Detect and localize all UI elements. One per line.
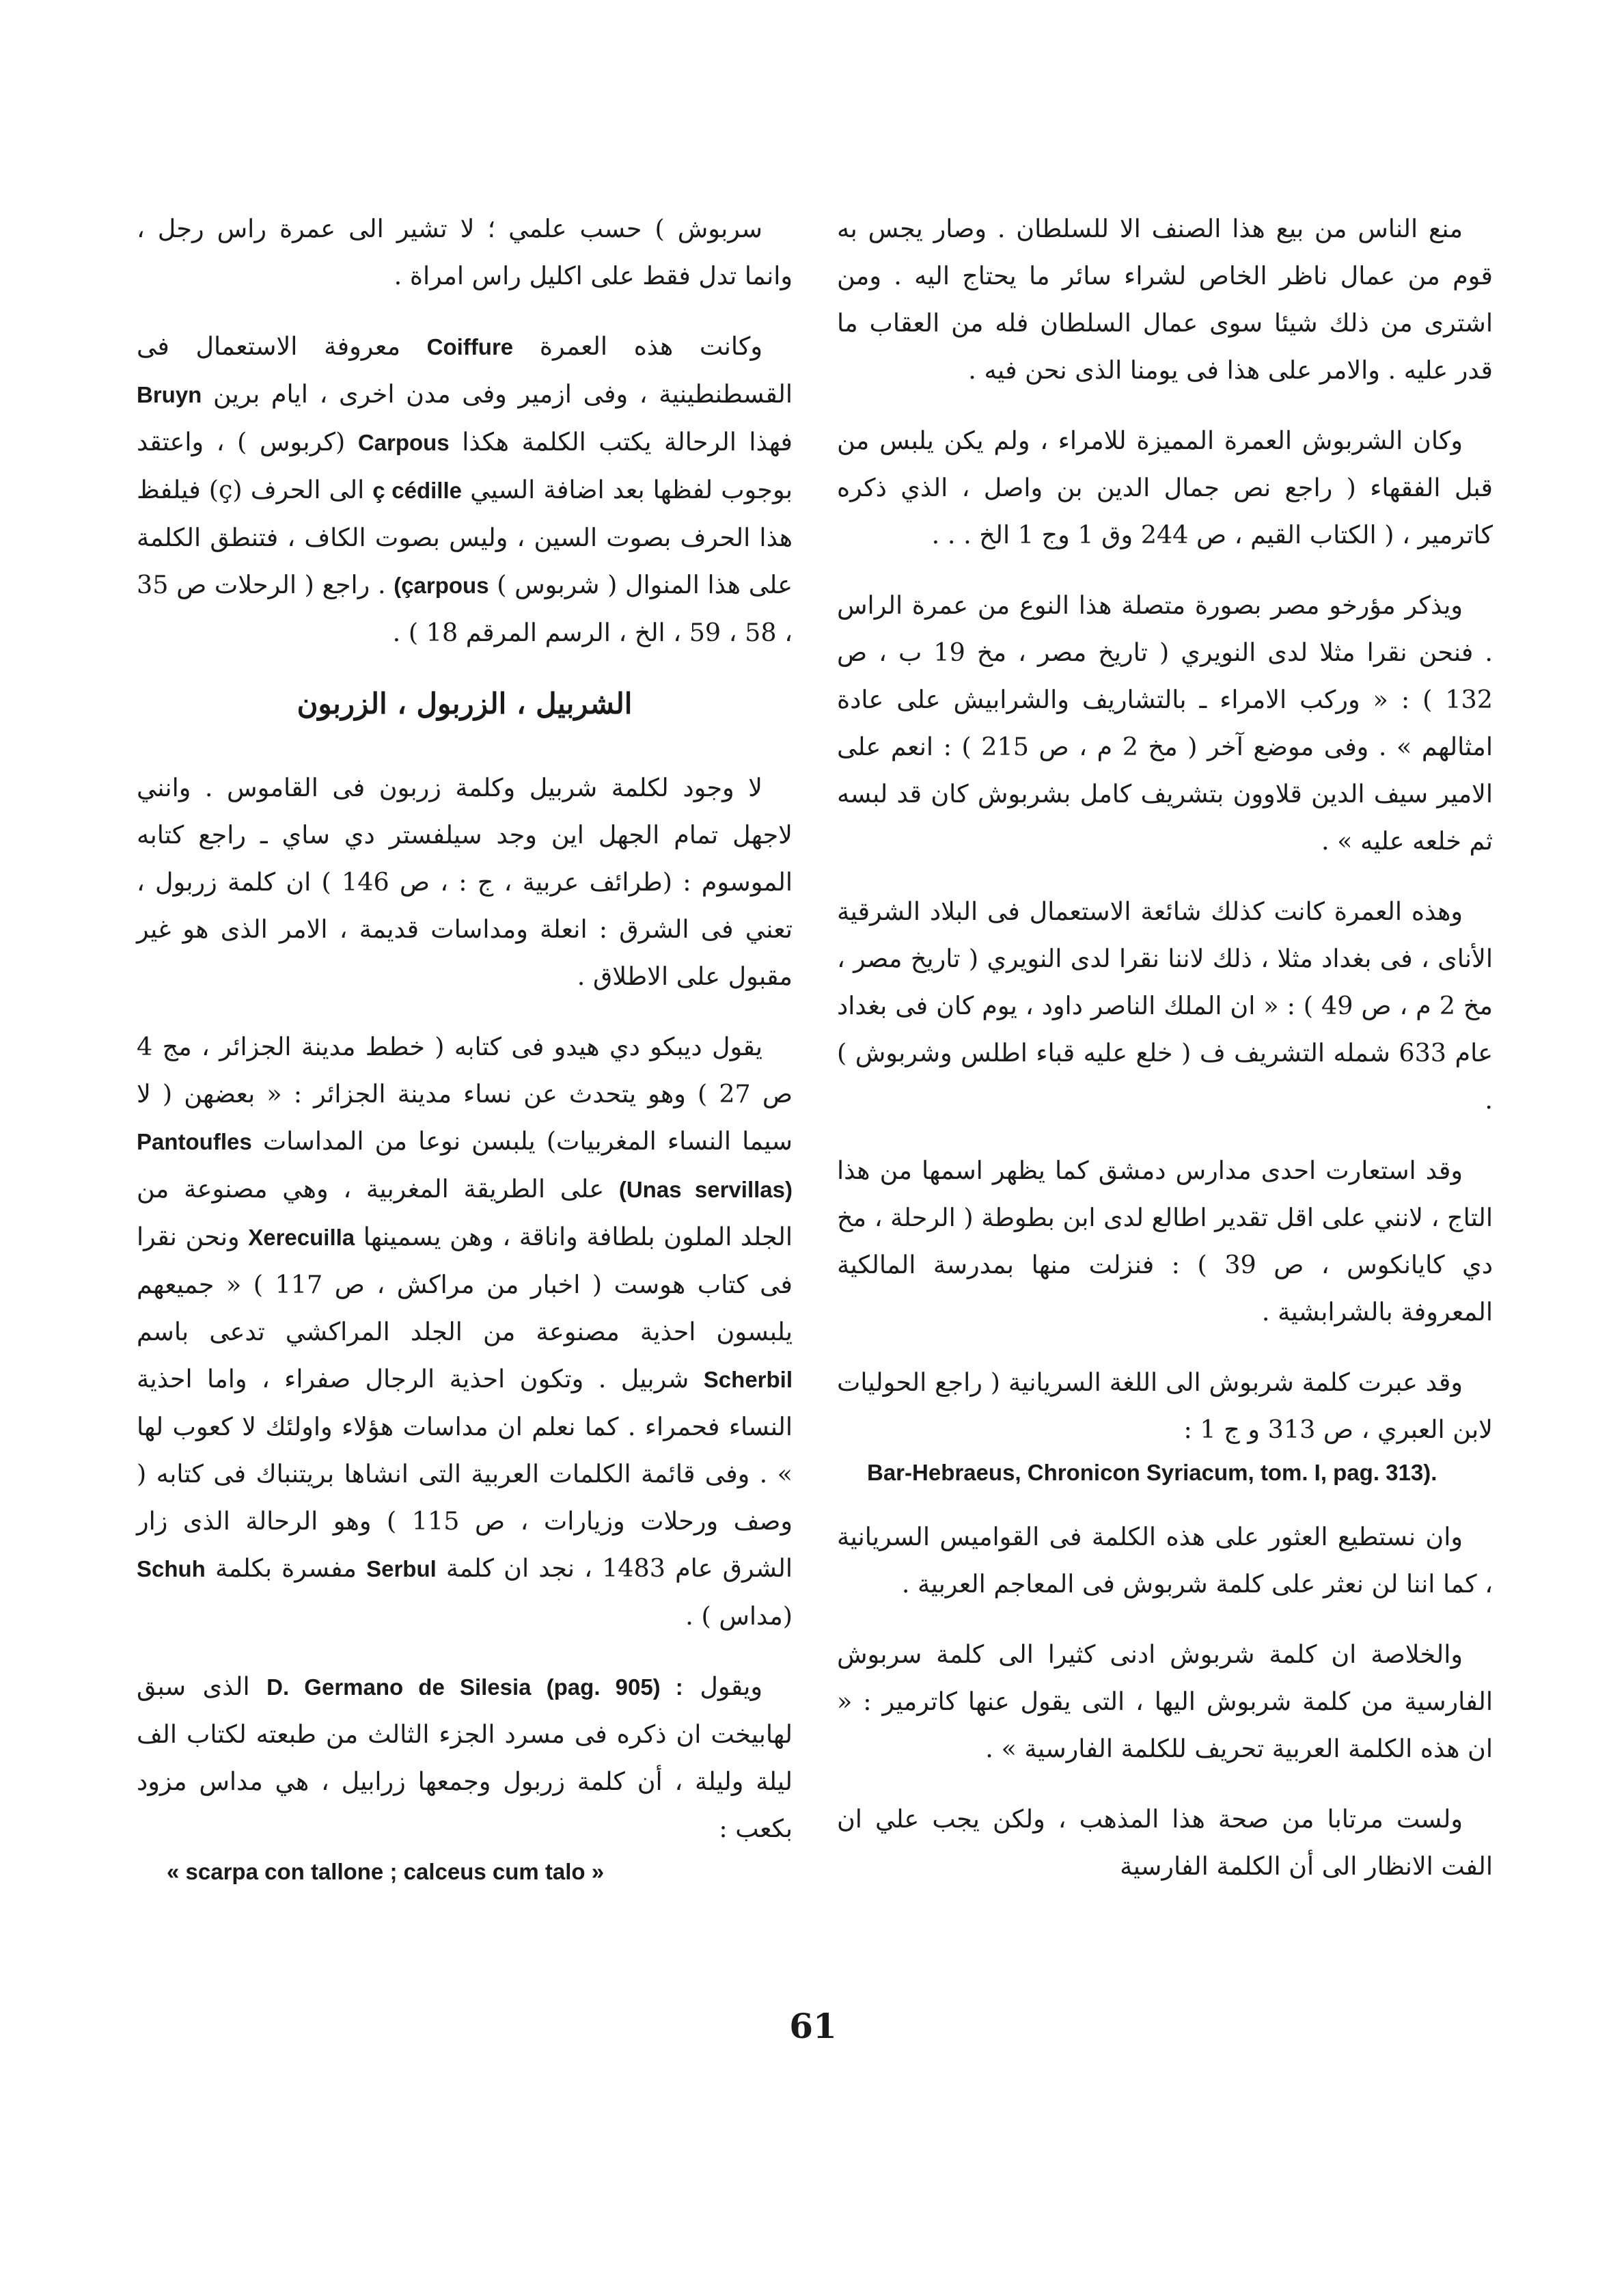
paragraph: وقد استعارت احدى مدارس دمشق كما يظهر اسمها من هذا التاج ، لانني على اقل تقدير اطالع لدى ابن بطوطة ( الرحلة ، مخ دي كايانكوس ، ص 39 ) : فنزلت منها بمدرسة المالكية المعروفة بالشرابشية .	[837, 1156, 1493, 1327]
paragraph-intro: سربوش ) حسب علمي ؛ لا تشير الى عمرة راس رجل ، وانما تدل فقط على اكليل راس امراة .	[137, 214, 793, 290]
paragraph-haedo	[137, 1023, 793, 1640]
text-segment: (مداس ) .	[685, 1601, 793, 1631]
text-segment: على الطريقة المغربية ، وهي مصنوعة من الجلد الملون بلطافة واناقة ، وهن يسمينها	[137, 1174, 793, 1251]
paragraph-dictionary: لا وجود لكلمة شربيل وكلمة زربون فى القاموس . وانني لاجهل تمام الجهل اين وجد سيلفستر دي ساي ـ راجع كتابه الموسوم : (طرائف عربية ، ج : ، ص 146 ) ان كلمة زربول ، تعني فى الشرق : انعلة ومداسات قديمة ، الامر الذى هو غير مقبول على الاطلاق .	[137, 773, 793, 991]
latin-term-carpous-cedilla: (çarpous	[394, 573, 489, 598]
latin-quote: « scarpa con tallone ; calceus cum talo »	[167, 1859, 605, 1884]
latin-term-pantoufles: Pantoufles (Unas servillas)	[137, 1129, 793, 1202]
paragraph: ويذكر مؤرخو مصر بصورة متصلة هذا النوع من عمرة الراس . فنحن نقرا مثلا لدى النويري ( تاريخ مصر ، مخ 19 ب ، ص 132 ) : « وركب الامراء ـ بالتشاريف والشرابيش على عادة امثالهم » . وفى موضع آخر ( مخ 2 م ، ص 215 ) : انعم على الامير سيف الدين قلاوون بتشريف كامل بشربوش كان قد لبسه ثم خلعه عليه » .	[837, 590, 1494, 856]
latin-term-bruyn: Bruyn	[137, 382, 202, 407]
text-segment: يقول ديبكو دي هيدو فى كتابه ( خطط مدينة الجزائر ، مج 4 ص 27 ) وهو يتحدث عن نساء مدينة الجزائر : « بعضهن ( لا سيما النساء المغربيات) يلبسن نوعا من المداسات	[137, 1032, 793, 1156]
paragraph-silesia	[137, 1663, 793, 1889]
text-segment: . راجع ( الرحلات ص 35 ، 58 ، 59 ، الخ ، الرسم المرقم 18 ) .	[137, 570, 793, 647]
text-segment: معروفة الاستعمال فى القسطنطينية ، وفى ازمير وفى مدن اخرى ، ايام برين	[137, 331, 793, 409]
text-segment: فهذا الرحالة يكتب الكلمة هكذا	[462, 427, 793, 457]
latin-term-schuh: Schuh	[137, 1556, 206, 1581]
paragraph: ولست مرتابا من صحة هذا المذهب ، ولكن يجب علي ان الفت الانظار الى أن الكلمة الفارسية	[837, 1804, 1493, 1881]
latin-term-carpous: Carpous	[357, 430, 450, 455]
paragraph: وهذه العمرة كانت كذلك شائعة الاستعمال فى البلاد الشرقية الأناى ، فى بغداد مثلا ، ذلك لاننا نقرا لدى النويري ( تاريخ مصر ، مخ 2 م ، ص 49 ) : « ان الملك الناصر داود ، يوم كان فى بغداد عام 633 شمله التشريف ف ( خلع عليه قباء اطلس وشربوش ) .	[837, 897, 1493, 1115]
bar-hebraeus-reference: Bar-Hebraeus, Chronicon Syriacum, tom. I, pag. 313).	[867, 1460, 1437, 1485]
text-segment: ونحن نقرا فى كتاب هوست ( اخبار من مراكش ، ص 117 ) « جميعهم يلبسون احذية مصنوعة من الجلد المراكشي تدعى باسم	[137, 1222, 793, 1346]
page-number: 61	[789, 2006, 837, 2046]
paragraph: وان نستطيع العثور على هذه الكلمة فى القواميس السريانية ، كما اننا لن نعثر على كلمة شربوش فى المعاجم العربية .	[837, 1522, 1493, 1599]
section-heading: الشربيل ، الزربول ، الزربون	[297, 687, 633, 720]
paragraph-syriac	[837, 1359, 1493, 1490]
text-segment: مفسرة بكلمة	[215, 1553, 357, 1583]
text-segment: شربيل . وتكون احذية الرجال صفراء ، واما احذية النساء فحمراء . كما نعلم ان مداسات هؤلاء واولئك لا كعوب لها » . وفى قائمة الكلمات العربية التى انشاها بريتنباك فى كتابه ( وصف ورحلات وزيارات ، ص 115 ) وهو الرحالة الذى زار الشرق عام 1483 ، نجد ان كلمة	[137, 1364, 793, 1583]
right-column	[837, 205, 1493, 1913]
latin-term-cedille: ç cédille	[372, 478, 462, 503]
paragraph: منع الناس من بيع هذا الصنف الا للسلطان . وصار يجس به قوم من عمال ناظر الخاص لشراء سائر ما يحتاج اليه . ومن اشترى من ذلك شيئا سوى عمال السلطان فله من العقاب ما قدر عليه . والامر على هذا فى يومنا الذى نحن فيه .	[837, 214, 1493, 385]
text-segment: الذى سبق لهابيخت ان ذكره فى مسرد الجزء الثالث من طبعته لكتاب الف ليلة وليلة ، أن كلمة زربول وجمعها زرابيل ، هي مداس مزود بكعب :	[137, 1672, 793, 1843]
latin-term-xerecuilla: Xerecuilla	[248, 1225, 355, 1250]
latin-reference-silesia: D. Germano de Silesia (pag. 905) :	[266, 1674, 683, 1700]
latin-term-serbul: Serbul	[366, 1556, 437, 1581]
paragraph-coiffure	[137, 323, 793, 656]
text-segment: الى الحرف (ç) فيلفظ هذا الحرف بصوت السين ، وليس بصوت الكاف ، فتنطق الكلمة على هذا المنوال ( شربوس )	[137, 475, 793, 599]
paragraph: والخلاصة ان كلمة شربوش ادنى كثيرا الى كلمة سربوش الفارسية من كلمة شربوش اليها ، التى يقول عنها كاترمير : « ان هذه الكلمة العربية تحريف للكلمة الفارسية » .	[837, 1640, 1493, 1763]
latin-term-coiffure: Coiffure	[426, 334, 514, 359]
text-segment: وكانت هذه العمرة	[539, 331, 763, 361]
paragraph: وكان الشربوش العمرة المميزة للامراء ، ولم يكن يلبس من قبل الفقهاء ( راجع نص جمال الدين بن واصل ، الذي ذكره كاترمير ، ( الكتاب القيم ، ص 244 وق 1 وج 1 الخ . . .	[837, 426, 1493, 549]
text-segment: ويقول	[700, 1672, 762, 1701]
syriac-arabic-text: وقد عبرت كلمة شربوش الى اللغة السريانية ( راجع الحوليات لابن العبري ، ص 313 و ج 1 :	[837, 1368, 1493, 1444]
left-column	[137, 205, 793, 1912]
latin-term-scherbil: Scherbil	[703, 1367, 793, 1392]
text-segment: (كربوس ) ، واعتقد بوجوب لفظها بعد اضافة السيي	[137, 427, 793, 504]
